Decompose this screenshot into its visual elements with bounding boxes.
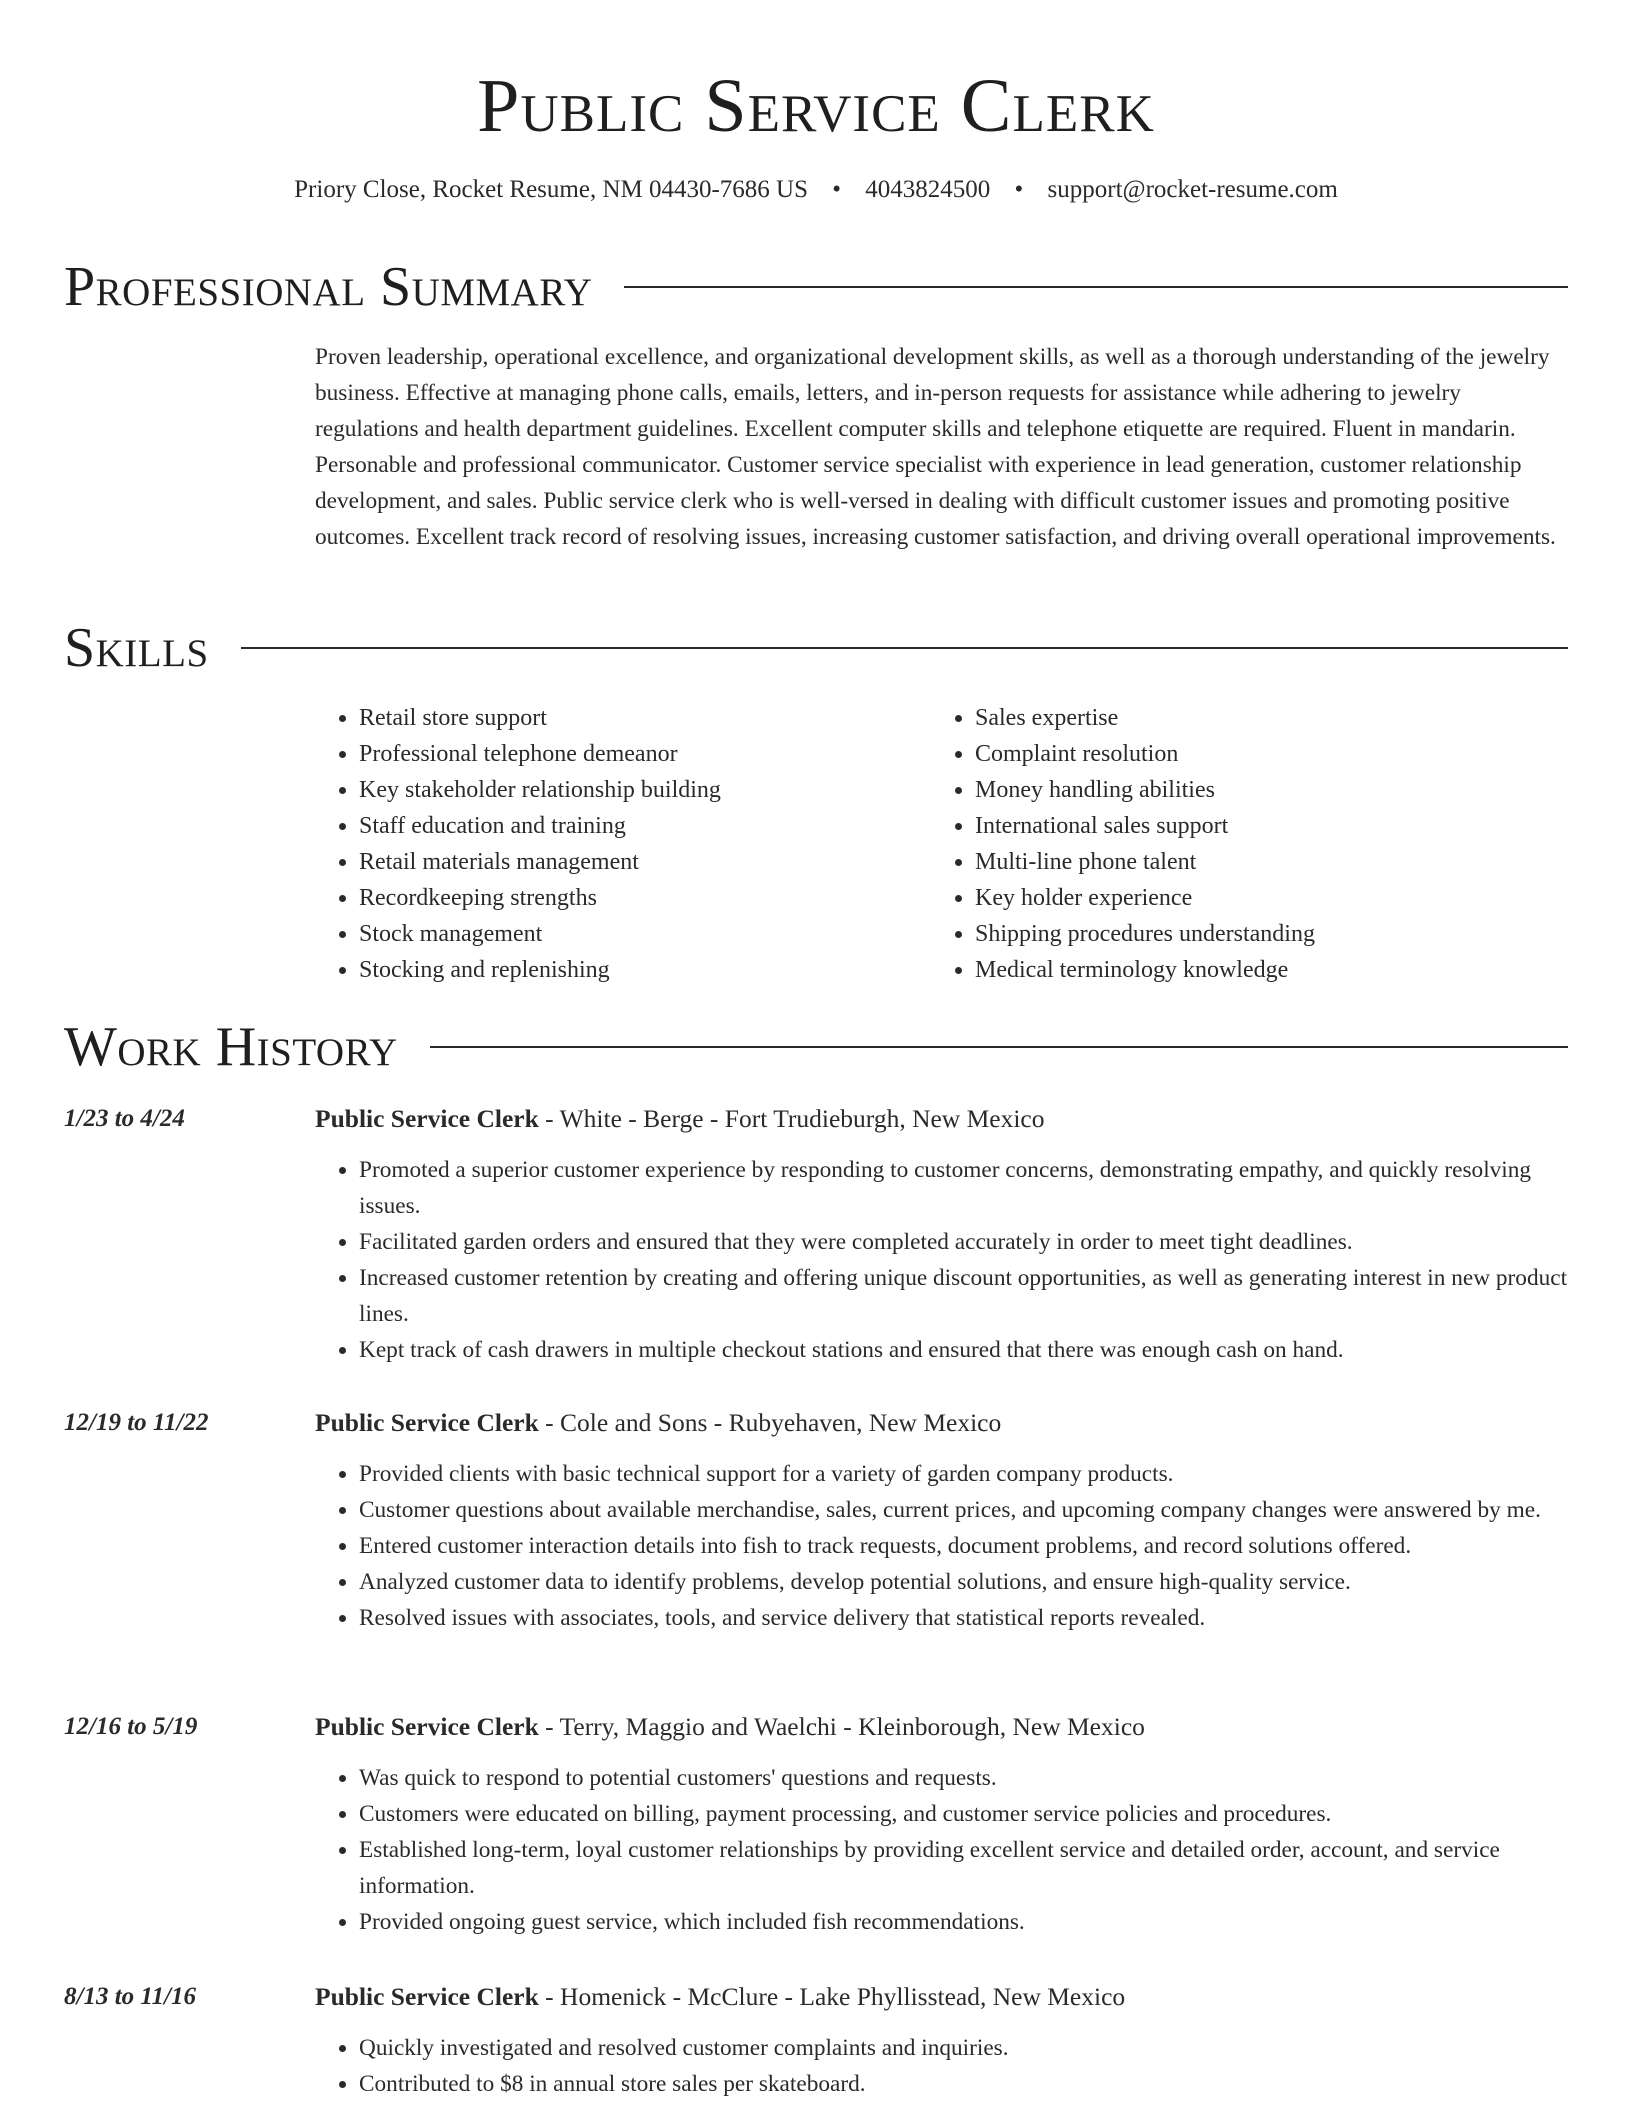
job-bullets [315, 1456, 1568, 1636]
job-bullet: • Established long-term, loyal customer relationships by providing excellent service and detailed order, account, and service information. [359, 1832, 1568, 1904]
job-dates: 1/23 to 4/24 [64, 1105, 185, 1132]
skills-heading: Skills [64, 617, 209, 679]
job-title: Public Service Clerk [315, 1712, 539, 1741]
job-bullet: • Entered customer interaction details into fish to track requests, document problems, and record solutions offered. [359, 1528, 1568, 1564]
job-dates: 12/19 to 11/22 [64, 1409, 209, 1436]
skill-item: • Medical terminology knowledge [975, 952, 1575, 988]
job-title-line [315, 1404, 1001, 1442]
summary-section-header [64, 254, 1568, 320]
skills-section-header [64, 615, 1568, 681]
summary-text: Proven leadership, operational excellence, and organizational development skills, as well as a thorough understanding of the jewelry business. Effective at managing phone calls, emails, letters, and in-person requests for assistance while adhering to jewelry regulations and health department guidelines. Excellent computer skills and telephone etiquette are required. Fluent in mandarin. Personable and professional communicator. Customer service specialist with experience in lead generation, customer relationship development, and sales. Public service clerk who is well-versed in dealing with difficult customer issues and promoting positive outcomes. Excellent track record of resolving issues, increasing customer satisfaction, and driving overall operational improvements. [315, 344, 1556, 550]
skill-item: • Key stakeholder relationship building [359, 772, 919, 808]
job-dates: 8/13 to 11/16 [64, 1983, 196, 2010]
job-title: Public Service Clerk [315, 1104, 539, 1133]
skill-item: • Retail store support [359, 700, 919, 736]
skill-item: • Professional telephone demeanor [359, 736, 919, 772]
job-bullet: • Promoted a superior customer experience by responding to customer concerns, demonstrating empathy, and quickly resolving issues. [359, 1152, 1568, 1224]
section-divider [241, 647, 1568, 649]
job-bullets [315, 1760, 1568, 1940]
job-bullet: • Facilitated garden orders and ensured that they were completed accurately in order to meet tight deadlines. [359, 1224, 1568, 1260]
skill-item: • Staff education and training [359, 808, 919, 844]
separator-dot: • [832, 176, 842, 203]
skill-item: • Recordkeeping strengths [359, 880, 919, 916]
work-section-header [64, 1014, 1568, 1080]
contact-line [0, 172, 1632, 208]
email-text: support@rocket-resume.com [1047, 176, 1338, 203]
job-bullet: • Kept track of cash drawers in multiple checkout stations and ensured that there was enough cash on hand. [359, 1332, 1568, 1368]
skill-item: • Shipping procedures understanding [975, 916, 1575, 952]
job-title-line [315, 1100, 1045, 1138]
skill-item: • Key holder experience [975, 880, 1575, 916]
job-bullet: • Customers were educated on billing, payment processing, and customer service policies and procedures. [359, 1796, 1568, 1832]
job-employer-location: - Homenick - McClure - Lake Phyllisstead, New Mexico [538, 1982, 1126, 2011]
section-divider [624, 286, 1568, 288]
phone-text: 4043824500 [865, 176, 991, 203]
skill-item: • Multi-line phone talent [975, 844, 1575, 880]
job-bullet: • Contributed to $8 in annual store sales per skateboard. [359, 2066, 1568, 2102]
job-title: Public Service Clerk [315, 1408, 539, 1437]
candidate-name: Public Service Clerk [477, 64, 1155, 148]
job-employer-location: - White - Berge - Fort Trudieburgh, New Mexico [538, 1104, 1045, 1133]
job-bullet: • Increased customer retention by creating and offering unique discount opportunities, as well as generating interest in new product lines. [359, 1260, 1568, 1332]
job-bullet: • Quickly investigated and resolved customer complaints and inquiries. [359, 2030, 1568, 2066]
skill-item: • Stocking and replenishing [359, 952, 919, 988]
skills-list-left [315, 700, 919, 988]
job-bullets [315, 2030, 1568, 2102]
skill-item: • Complaint resolution [975, 736, 1575, 772]
job-bullets [315, 1152, 1568, 1368]
separator-dot: • [1014, 176, 1024, 203]
job-employer-location: - Cole and Sons - Rubyehaven, New Mexico [538, 1408, 1002, 1437]
skill-item: • International sales support [975, 808, 1575, 844]
job-bullet: • Provided clients with basic technical support for a variety of garden company products. [359, 1456, 1568, 1492]
job-bullet: • Was quick to respond to potential customers' questions and requests. [359, 1760, 1568, 1796]
skill-item: • Stock management [359, 916, 919, 952]
job-dates: 12/16 to 5/19 [64, 1713, 198, 1740]
job-employer-location: - Terry, Maggio and Waelchi - Kleinborough, New Mexico [538, 1712, 1145, 1741]
job-title-line [315, 1708, 1145, 1746]
job-title: Public Service Clerk [315, 1982, 539, 2011]
job-bullet: • Resolved issues with associates, tools, and service delivery that statistical reports revealed. [359, 1600, 1568, 1636]
summary-heading: Professional Summary [64, 256, 593, 318]
job-bullet: • Analyzed customer data to identify problems, develop potential solutions, and ensure high-quality service. [359, 1564, 1568, 1600]
section-divider [430, 1046, 1568, 1048]
job-bullet: • Customer questions about available merchandise, sales, current prices, and upcoming company changes were answered by me. [359, 1492, 1568, 1528]
job-title-line [315, 1978, 1125, 2016]
skill-item: • Sales expertise [975, 700, 1575, 736]
skill-item: • Money handling abilities [975, 772, 1575, 808]
job-bullet: • Provided ongoing guest service, which included fish recommendations. [359, 1904, 1568, 1940]
skills-list-right [931, 700, 1575, 988]
skill-item: • Retail materials management [359, 844, 919, 880]
address-text: Priory Close, Rocket Resume, NM 04430-7686 US [294, 176, 809, 203]
work-heading: Work History [64, 1016, 398, 1078]
